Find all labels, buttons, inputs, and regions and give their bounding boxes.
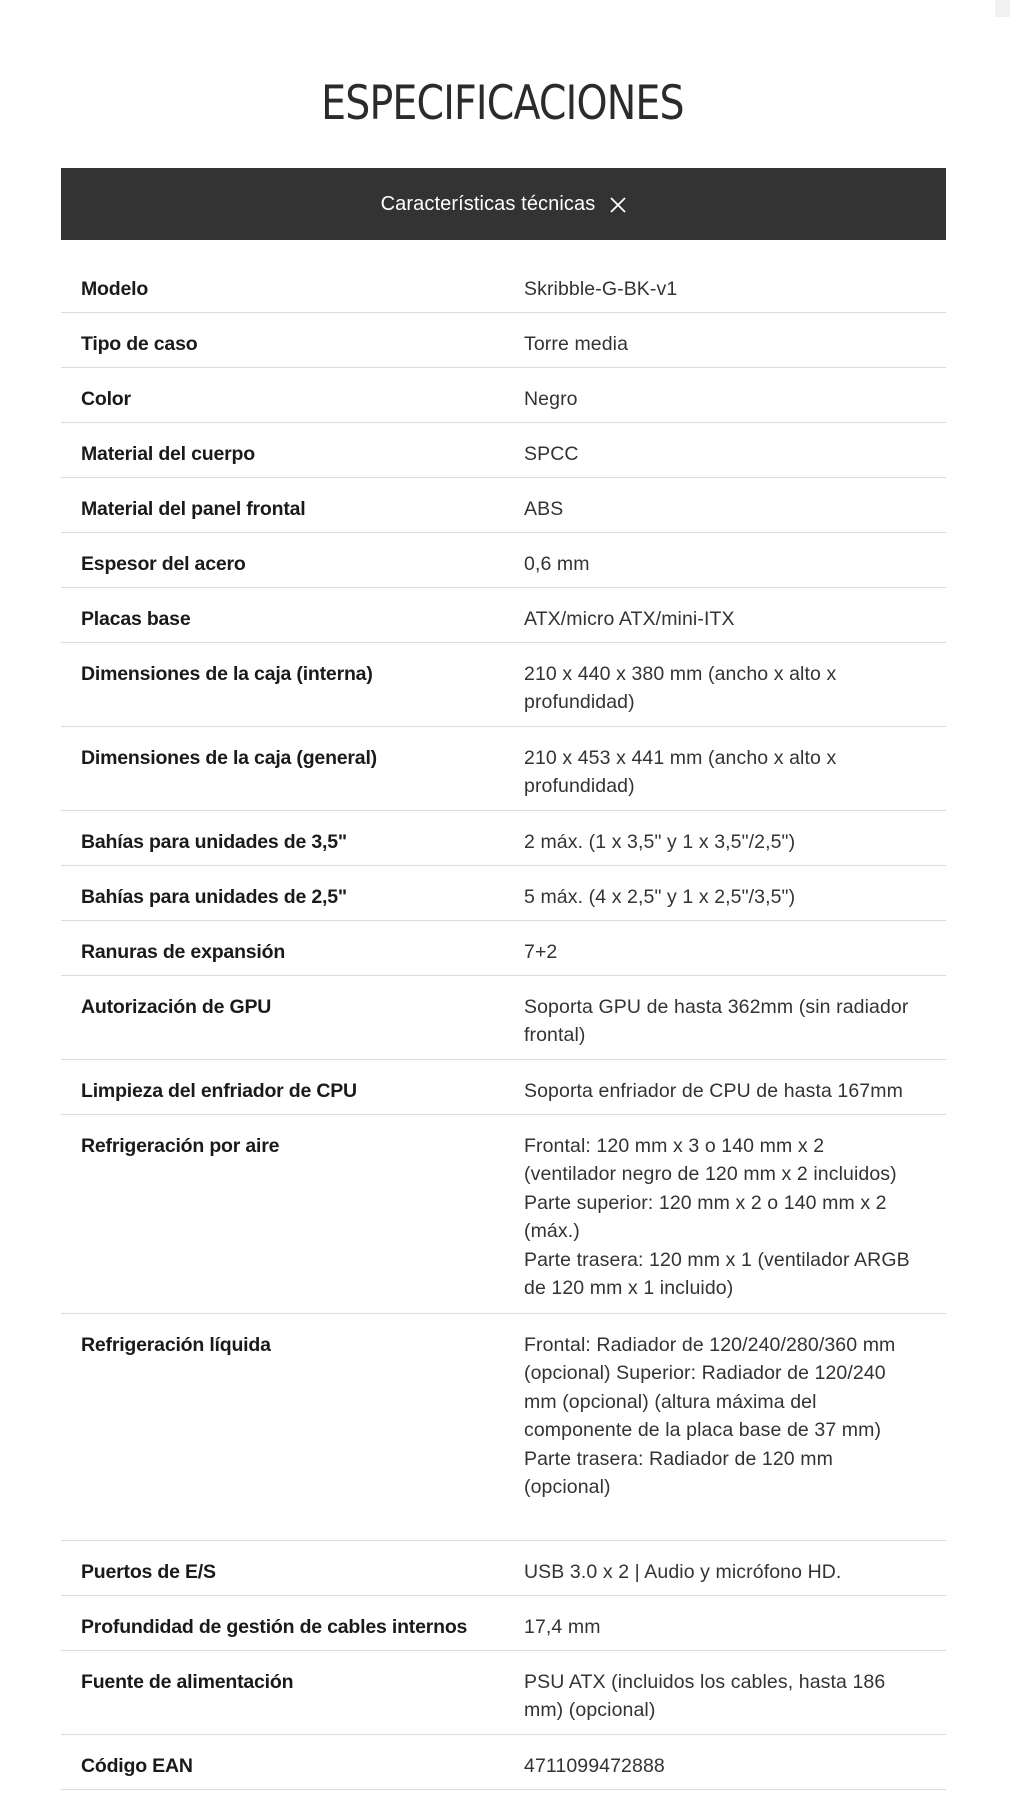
spec-label: Refrigeración por aire [81,1135,280,1157]
spec-label: Material del panel frontal [81,498,306,520]
spec-label: Refrigeración líquida [81,1334,271,1356]
spec-label: Dimensiones de la caja (general) [81,747,377,769]
spec-label: Color [81,388,131,410]
spec-table [61,258,946,1790]
tab-label: Características técnicas [380,192,596,215]
spec-value: Negro [524,388,578,410]
table-row [61,1115,946,1314]
spec-label: Ranuras de expansión [81,941,286,963]
spec-label: Espesor del acero [81,553,246,575]
spec-value: PSU ATX (incluidos los cables, hasta 186 mm) (opcional) [524,1671,886,1722]
page-title: ESPECIFICACIONES [321,76,684,131]
spec-label: Material del cuerpo [81,443,255,465]
spec-value: 4711099472888 [524,1755,665,1777]
spec-value: Frontal: 120 mm x 3 o 140 mm x 2 (ventilador negro de 120 mm x 2 incluidos) Parte superior: 120 mm x 2 o 140 mm x 2 (máx.) Parte trasera: 120 mm x 1 (ventilador ARGB de 120 mm x 1 incluido) [524,1135,910,1300]
spec-label: Dimensiones de la caja (interna) [81,663,373,685]
table-row [61,478,946,533]
spec-value: Soporta enfriador de CPU de hasta 167mm [524,1080,903,1102]
table-row [61,1541,946,1596]
table-row [61,533,946,588]
spec-label: Autorización de GPU [81,996,272,1018]
spec-value: 5 máx. (4 x 2,5" y 1 x 2,5"/3,5") [524,886,796,908]
spec-value: Frontal: Radiador de 120/240/280/360 mm (opcional) Superior: Radiador de 120/240 mm (opcional) (altura máxima del componente de la placa base de 37 mm) Parte trasera: Radiador de 120 mm (opcional) [524,1334,896,1499]
spec-label: Puertos de E/S [81,1561,216,1583]
scrollbar-track[interactable] [995,0,1010,17]
table-row [61,423,946,478]
spec-value: SPCC [524,443,579,465]
spec-value: Soporta GPU de hasta 362mm (sin radiador frontal) [524,996,909,1047]
table-row [61,258,946,313]
table-row [61,368,946,423]
spec-value: 210 x 440 x 380 mm (ancho x alto x profundidad) [524,663,837,714]
spec-label: Profundidad de gestión de cables internos [81,1616,468,1638]
spec-label: Bahías para unidades de 2,5" [81,886,347,908]
table-row [61,1596,946,1651]
close-icon[interactable] [610,197,626,213]
spec-label: Código EAN [81,1755,193,1777]
spec-value: 210 x 453 x 441 mm (ancho x alto x profundidad) [524,747,837,798]
table-row [61,313,946,368]
table-row [61,866,946,921]
spec-value: Torre media [524,333,629,355]
spec-label: Modelo [81,278,149,300]
tab-caracteristicas-tecnicas[interactable] [61,168,946,240]
table-row [61,976,946,1060]
table-row [61,1735,946,1790]
spec-value: USB 3.0 x 2 | Audio y micrófono HD. [524,1561,842,1583]
table-row [61,1060,946,1115]
spec-label: Bahías para unidades de 3,5" [81,831,347,853]
table-row [61,811,946,866]
spec-value: 17,4 mm [524,1616,601,1638]
spec-label: Placas base [81,608,191,630]
spec-label: Tipo de caso [81,333,198,355]
spec-value: 0,6 mm [524,553,590,575]
table-row [61,643,946,727]
spec-value: ABS [524,498,564,520]
spec-value: ATX/micro ATX/mini-ITX [524,608,735,630]
table-row [61,588,946,643]
spec-label: Fuente de alimentación [81,1671,294,1693]
table-row [61,1651,946,1735]
spec-label: Limpieza del enfriador de CPU [81,1080,357,1102]
table-row [61,727,946,811]
table-row [61,921,946,976]
spec-value: 2 máx. (1 x 3,5" y 1 x 3,5"/2,5") [524,831,796,853]
spec-value: Skribble-G-BK-v1 [524,278,678,300]
table-row [61,1314,946,1541]
spec-value: 7+2 [524,941,558,963]
